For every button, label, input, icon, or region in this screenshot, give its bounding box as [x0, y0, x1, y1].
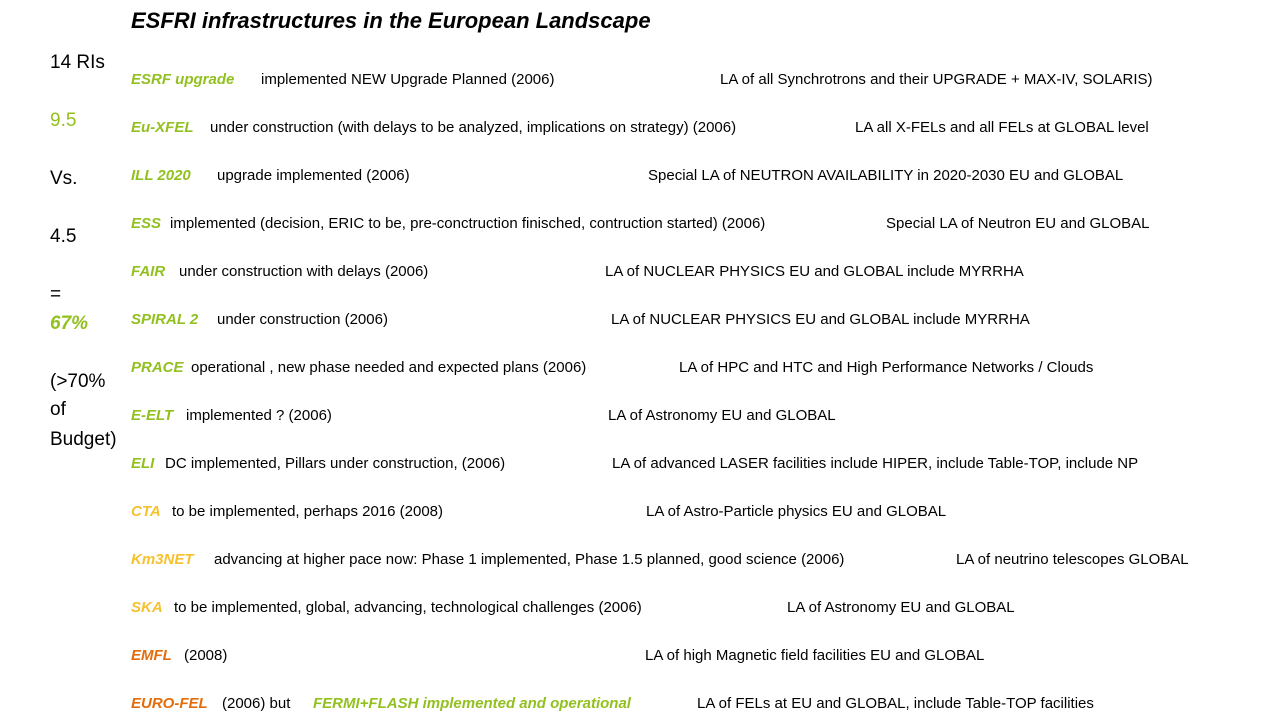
ri-highlight: FERMI+FLASH implemented and operational [313, 695, 631, 712]
ri-landscape: LA of Astronomy EU and GLOBAL [608, 407, 836, 424]
ri-status: under construction (2006) [217, 311, 388, 328]
ri-status: under construction with delays (2006) [179, 263, 429, 280]
ri-name: SPIRAL 2 [131, 311, 199, 328]
ri-name: ELI [131, 455, 155, 472]
ri-name: E-ELT [131, 407, 174, 424]
ri-landscape: LA of neutrino telescopes GLOBAL [956, 551, 1189, 568]
ri-landscape: Special LA of NEUTRON AVAILABILITY in 2020-2030 EU and GLOBAL [648, 167, 1124, 184]
ri-count: 14 RIs [50, 52, 105, 73]
budget-note-3: Budget) [50, 429, 117, 450]
percentage: 67% [50, 313, 89, 334]
budget-note-2: of [50, 399, 66, 420]
ri-status: to be implemented, global, advancing, technological challenges (2006) [174, 599, 642, 616]
ri-landscape: LA of NUCLEAR PHYSICS EU and GLOBAL include MYRRHA [605, 263, 1024, 280]
ri-landscape: LA of advanced LASER facilities include HIPER, include Table-TOP, include NP [612, 455, 1139, 472]
ri-name: Eu-XFEL [131, 119, 194, 136]
value-a: 9.5 [50, 110, 77, 131]
vs-label: Vs. [50, 168, 78, 189]
ri-landscape: LA of all Synchrotrons and their UPGRADE + MAX-IV, SOLARIS) [720, 71, 1153, 88]
ri-landscape: LA of Astronomy EU and GLOBAL [787, 599, 1015, 616]
ri-landscape: LA all X-FELs and all FELs at GLOBAL level [855, 119, 1149, 136]
ri-status: implemented ? (2006) [186, 407, 332, 424]
ri-landscape: LA of HPC and HTC and High Performance Networks / Clouds [679, 359, 1094, 376]
ri-name: ILL 2020 [131, 167, 191, 184]
ri-name: EMFL [131, 647, 172, 664]
ri-status: under construction (with delays to be analyzed, implications on strategy) (2006) [210, 119, 737, 136]
ri-name: FAIR [131, 263, 166, 280]
ri-name: CTA [131, 503, 161, 520]
ri-name: ESRF upgrade [131, 71, 235, 88]
ri-name: PRACE [131, 359, 184, 376]
ri-landscape: LA of NUCLEAR PHYSICS EU and GLOBAL include MYRRHA [611, 311, 1030, 328]
ri-status: operational , new phase needed and expected plans (2006) [191, 359, 587, 376]
ri-name: Km3NET [131, 551, 194, 568]
ri-name: ESS [131, 215, 162, 232]
ri-landscape: LA of high Magnetic field facilities EU and GLOBAL [645, 647, 985, 664]
ri-status: upgrade implemented (2006) [217, 167, 410, 184]
equals-sign: = [50, 284, 62, 305]
budget-note-1: (>70% [50, 371, 106, 392]
ri-status: (2008) [184, 647, 228, 664]
ri-status: (2006) but [222, 695, 291, 712]
ri-status: implemented NEW Upgrade Planned (2006) [261, 71, 555, 88]
ri-status: advancing at higher pace now: Phase 1 implemented, Phase 1.5 planned, good science (2006) [214, 551, 845, 568]
ri-status: implemented (decision, ERIC to be, pre-conctruction finisched, contruction started) (2006) [170, 215, 766, 232]
ri-landscape: LA of FELs at EU and GLOBAL, include Table-TOP facilities [697, 695, 1094, 712]
page-title: ESFRI infrastructures in the European Landscape [131, 8, 651, 33]
ri-name: EURO-FEL [131, 695, 208, 712]
ri-landscape: Special LA of Neutron EU and GLOBAL [886, 215, 1150, 232]
ri-name: SKA [131, 599, 163, 616]
ri-landscape: LA of Astro-Particle physics EU and GLOBAL [646, 503, 947, 520]
ri-status: to be implemented, perhaps 2016 (2008) [172, 503, 444, 520]
ri-status: DC implemented, Pillars under construction, (2006) [165, 455, 506, 472]
value-b: 4.5 [50, 226, 77, 247]
